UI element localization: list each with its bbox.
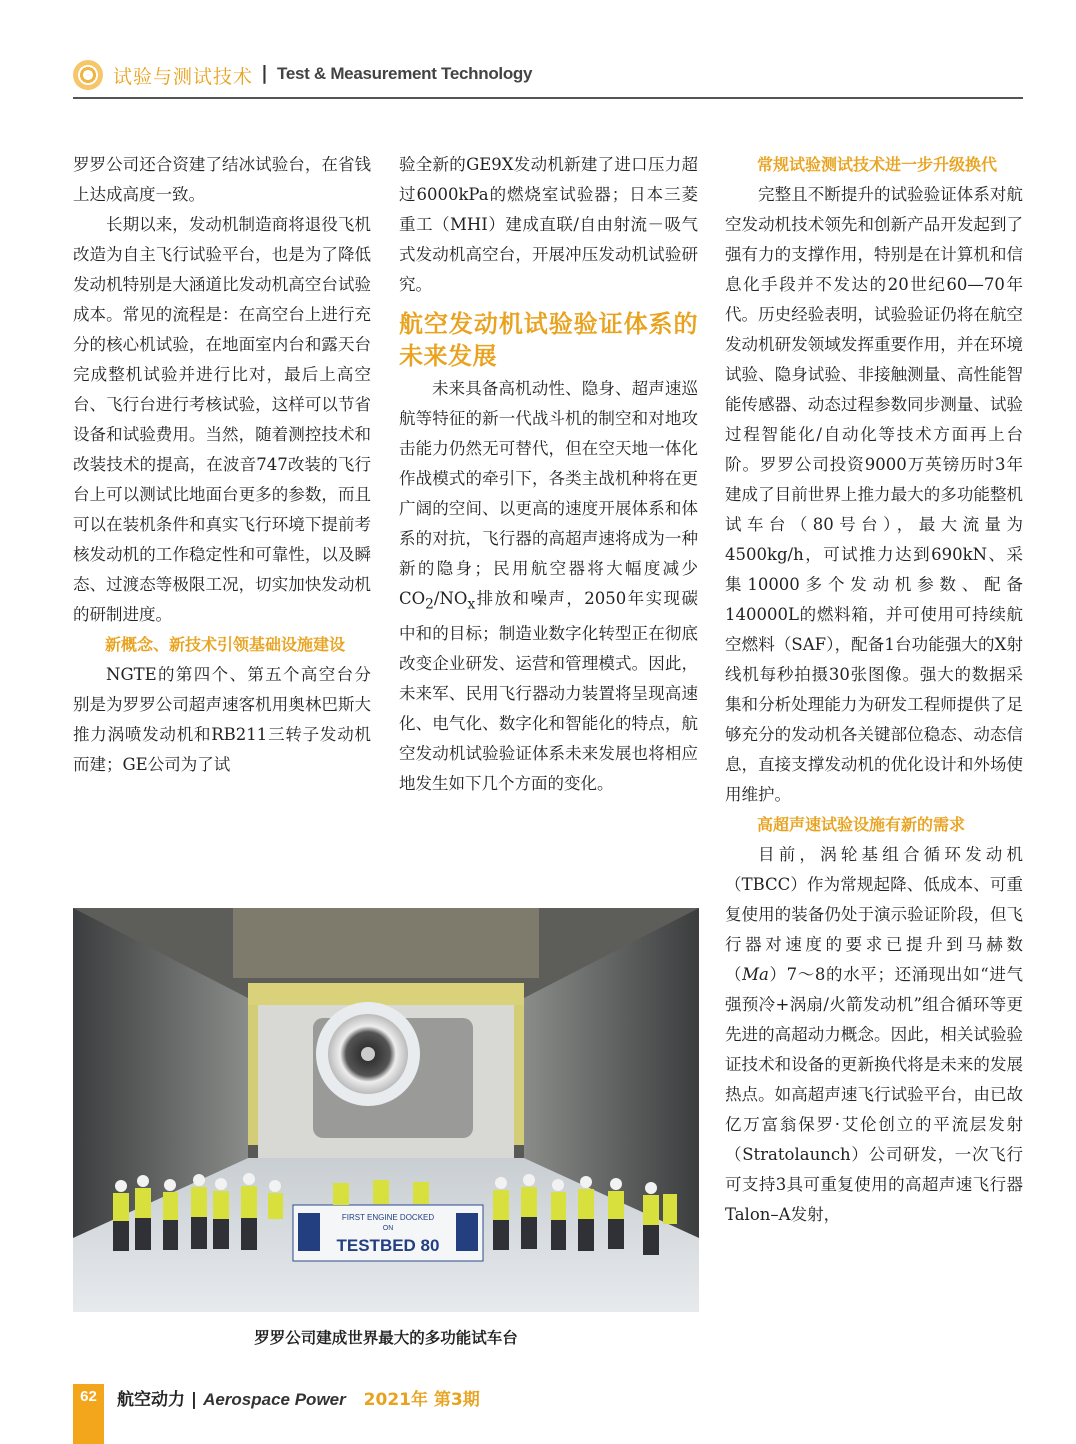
figure-caption: 罗罗公司建成世界最大的多功能试车台 bbox=[254, 1329, 518, 1347]
paragraph bbox=[725, 840, 1023, 1230]
paragraph-text: ）7～8的水平；还涌现出如“进气强预冷+涡扇/火箭发动机”组合循环等更先进的高超动力概念。因此，相关试验验证技术和设备的更新换代将是未来的发展热点。如高超声速飞行试验平台，由已故亿万富翁保罗·艾伦创立的平流层发射（Stratolaunch）公司研发，一次飞行可支持3具可重复使用的高超声速飞行器Talon–A发射， bbox=[725, 965, 1023, 1224]
section-title-en: Test & Measurement Technology bbox=[277, 64, 533, 83]
banner-line-2: ON bbox=[382, 1225, 394, 1232]
paragraph: 验全新的GE9X发动机新建了进口压力超过6000kPa的燃烧室试验器；日本三菱重工（MHI）建成直联/自由射流－吸气式发动机高空台，开展冲压发动机试验研究。 bbox=[399, 155, 698, 294]
paragraph-text: 目前，涡轮基组合循环发动机（TBCC）作为常规起降、低成本、可重复使用的装备仍处于演示验证阶段，但飞行器对速度的要求已提升到马赫数（ bbox=[725, 845, 1023, 984]
magazine-name-en: Aerospace Power bbox=[203, 1390, 346, 1409]
section-heading: 航空发动机试验验证体系的未来发展 bbox=[399, 310, 698, 370]
issue-label: 2021年 第3期 bbox=[363, 1390, 480, 1410]
subheading: 新概念、新技术引领基础设施建设 bbox=[105, 635, 346, 654]
test-bed-illustration bbox=[73, 908, 699, 1312]
header-separator: | bbox=[261, 62, 268, 84]
footer-magazine bbox=[117, 1385, 480, 1410]
header-rule bbox=[73, 97, 1023, 99]
paragraph: NGTE的第四个、第五个高空台分别是为罗罗公司超声速客机用奥林巴斯大推力涡喷发动机和RB211三转子发动机而建；GE公司为了试 bbox=[73, 665, 371, 774]
banner-line-1: FIRST ENGINE DOCKED bbox=[341, 1213, 435, 1222]
paragraph bbox=[399, 374, 698, 799]
paragraph-text: 排放和噪声，2050年实现碳中和的目标；制造业数字化转型正在彻底改变企业研发、运营和管理模式。因此，未来军、民用飞行器动力装置将呈现高速化、电气化、数字化和智能化的特点，航空发动机试验验证体系未来发展也将相应地发生如下几个方面的变化。 bbox=[399, 589, 698, 794]
paragraph: 长期以来，发动机制造商将退役飞机改造为自主飞行试验平台，也是为了降低发动机特别是大涵道比发动机高空台试验成本。常见的流程是：在高空台上进行充分的核心机试验，在地面室内台和露天台完成整机试验并进行比对，最后上高空台、飞行台进行考核试验，这样可以节省设备和试验费用。当然，随着测控技术和改装技术的提高，在波音747改装的飞行台上可以测试比地面台更多的参数，而且可以在装机条件和真实飞行环境下提前考核发动机的工作稳定性和可靠性，以及瞬态、过渡态等极限工况，切实加快发动机的研制进度。 bbox=[73, 215, 371, 624]
paragraph-text: 未来具备高机动性、隐身、超声速巡航等特征的新一代战斗机的制空和对地攻击能力仍然无可替代，但在空天地一体化作战模式的牵引下，各类主战机种将在更广阔的空间、以更高的速度开展体系和体系的对抗，飞行器的高超声速将成为一种新的隐身；民用航空器将大幅度减少CO bbox=[399, 379, 698, 608]
magazine-name-cn: 航空动力 bbox=[117, 1390, 185, 1410]
paragraph-text: /NO bbox=[433, 589, 468, 608]
paragraph: 罗罗公司还合资建了结冰试验台，在省钱上达成高度一致。 bbox=[73, 155, 371, 204]
subscript: 2 bbox=[425, 596, 434, 613]
subheading: 常规试验测试技术进一步升级换代 bbox=[757, 155, 998, 174]
banner-line-3: TESTBED 80 bbox=[336, 1236, 440, 1255]
test-bed-photo bbox=[73, 908, 699, 1312]
paragraph: 完整且不断提升的试验验证体系对航空发动机技术领先和创新产品开发起到了强有力的支撑作用，特别是在计算机和信息化手段并不发达的20世纪60—70年代。历史经验表明，试验验证仍将在航空发动机研发领域发挥重要作用，并在环境试验、隐身试验、非接触测量、高性能智能传感器、动态过程参数同步测量、试验过程智能化/自动化等技术方面再上台阶。罗罗公司投资9000万英镑历时3年建成了目前世界上推力最大的多功能整机试车台（80号台），最大流量为4500kg/h，可试推力达到690kN、采集10000多个发动机参数、配备140000L的燃料箱，并可使用可持续航空燃料（SAF），配备1台功能强大的X射线机每秒拍摄30张图像。强大的数据采集和分析处理能力为研发工程师提供了足够充分的发动机各关键部位稳态、动态信息，直接支撑发动机的优化设计和外场使用维护。 bbox=[725, 185, 1023, 804]
subscript: x bbox=[467, 596, 476, 613]
footer-separator: | bbox=[190, 1390, 198, 1410]
text-column-3 bbox=[725, 150, 1023, 1230]
text-column-1 bbox=[73, 150, 371, 780]
section-logo-icon bbox=[73, 60, 103, 90]
page-header bbox=[73, 58, 1023, 98]
text-column-2 bbox=[399, 150, 698, 799]
page-number: 62 bbox=[80, 1388, 97, 1405]
section-title-cn: 试验与测试技术 bbox=[113, 66, 254, 88]
italic-symbol: Ma bbox=[742, 965, 769, 984]
subheading: 高超声速试验设施有新的需求 bbox=[757, 815, 966, 834]
